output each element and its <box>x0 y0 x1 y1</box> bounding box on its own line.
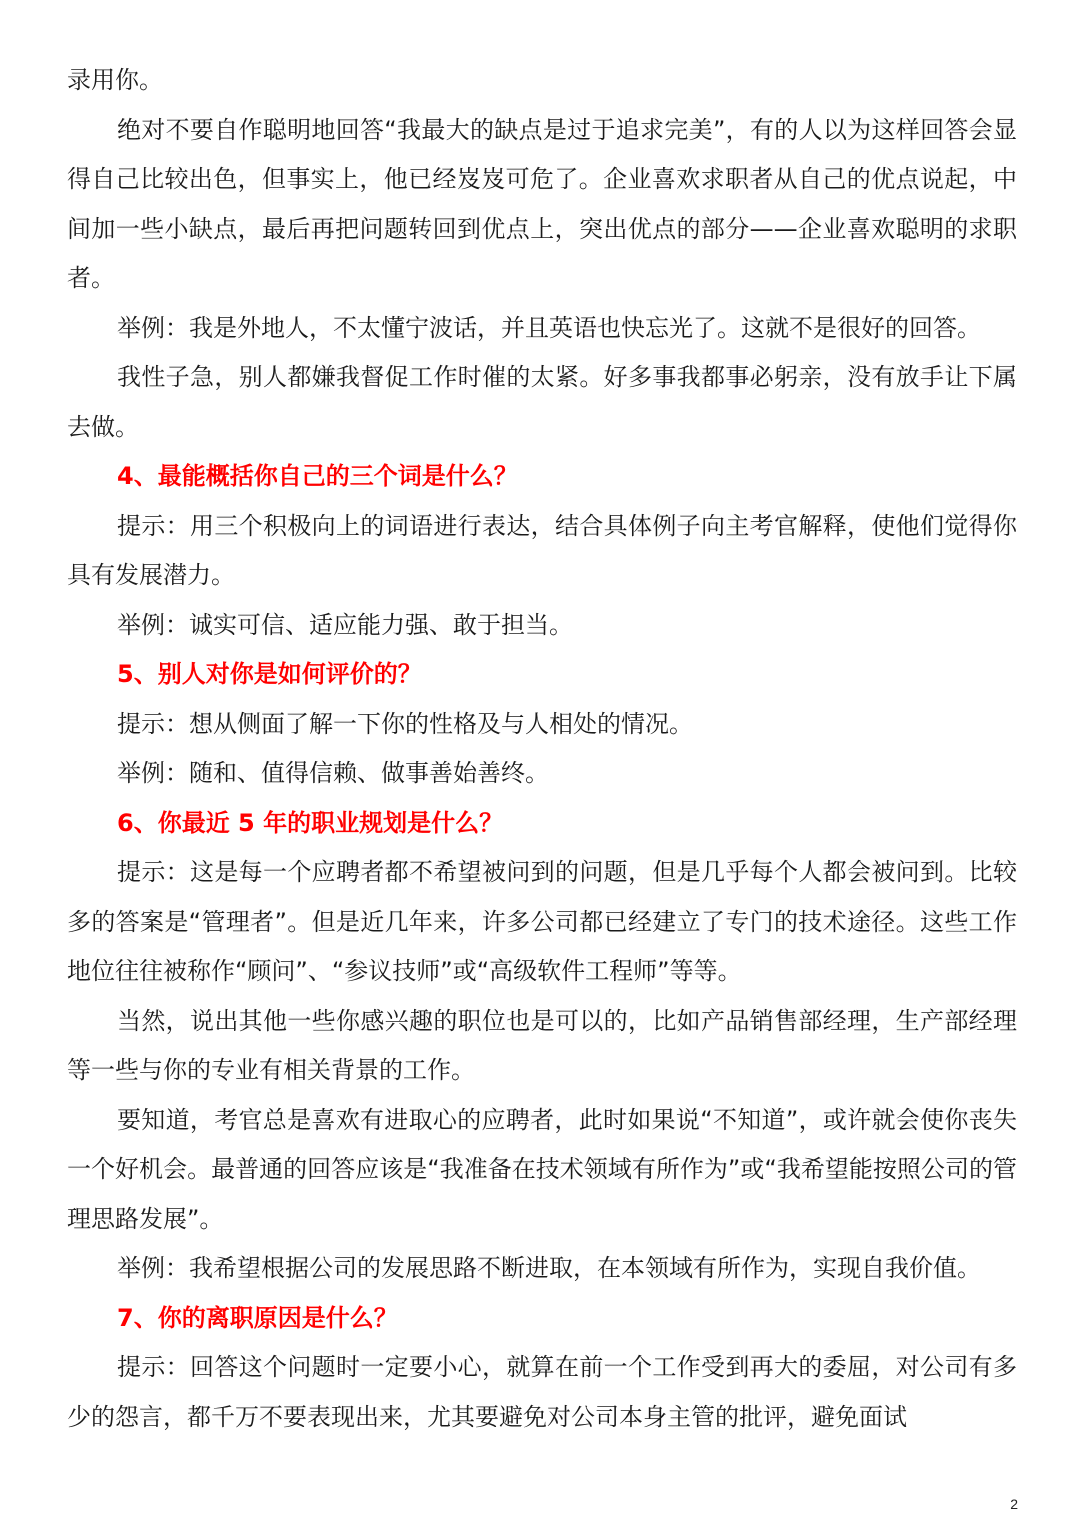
question-heading-7: 7、你的离职原因是什么？ <box>117 1303 398 1332</box>
question-heading-5: 5、别人对你是如何评价的？ <box>117 660 422 688</box>
paragraph-continuation: 录用你。 <box>67 66 163 94</box>
paragraph-hint-7: 提示：回答这个问题时一定要小心，就算在前一个工作受到再大的委屈，对公司有多少的怨言，都千万不要表现出来，尤其要避免对公司本身主管的批评，避免面试 <box>67 1353 1017 1431</box>
paragraph-example-5: 举例：随和、值得信赖、做事善始善终。 <box>117 759 549 787</box>
question-heading-6: 6、你最近 5 年的职业规划是什么？ <box>117 808 504 837</box>
paragraph-example-6: 举例：我希望根据公司的发展思路不断进取，在本领域有所作为，实现自我价值。 <box>117 1254 981 1282</box>
page-number: 2 <box>1010 1496 1018 1512</box>
question-heading-4: 4、最能概括你自己的三个词是什么？ <box>117 462 518 490</box>
paragraph-hint-4: 提示：用三个积极向上的词语进行表达，结合具体例子向主考官解释，使他们觉得你具有发展潜力。 <box>67 511 1017 589</box>
paragraph-example-4: 举例：诚实可信、适应能力强、敢于担当。 <box>117 610 573 639</box>
paragraph-weakness-advice: 绝对不要自作聪明地回答“我最大的缺点是过于追求完美”，有的人以为这样回答会显得自己比较出色，但事实上，他已经岌岌可危了。企业喜欢求职者从自己的优点说起，中间加一些小缺点，最后再把问题转回到优点上，突出优点的部分——企业喜欢聪明的求职者。 <box>67 115 1017 292</box>
paragraph-bad-example: 举例：我是外地人，不太懂宁波话，并且英语也快忘光了。这就不是很好的回答。 <box>117 313 981 342</box>
paragraph-hint-6-cont: 当然，说出其他一些你感兴趣的职位也是可以的，比如产品销售部经理，生产部经理等一些与你的专业有相关背景的工作。 <box>67 1006 1017 1084</box>
paragraph-hint-6: 提示：这是每一个应聘者都不希望被问到的问题，但是几乎每个人都会被问到。比较多的答案是“管理者”。但是近几年来，许多公司都已经建立了专门的技术途径。这些工作地位往往被称作“顾问”、“参议技师”或“高级软件工程师”等等。 <box>67 858 1017 985</box>
document-page <box>67 56 1017 1442</box>
paragraph-hint-6-cont-2: 要知道，考官总是喜欢有进取心的应聘者，此时如果说“不知道”，或许就会使你丧失一个好机会。最普通的回答应该是“我准备在技术领域有所作为”或“我希望能按照公司的管理思路发展”。 <box>67 1105 1017 1233</box>
paragraph-bad-example-2: 我性子急，别人都嫌我督促工作时催的太紧。好多事我都事必躬亲，没有放手让下属去做。 <box>67 363 1017 441</box>
paragraph-hint-5: 提示：想从侧面了解一下你的性格及与人相处的情况。 <box>117 709 693 738</box>
